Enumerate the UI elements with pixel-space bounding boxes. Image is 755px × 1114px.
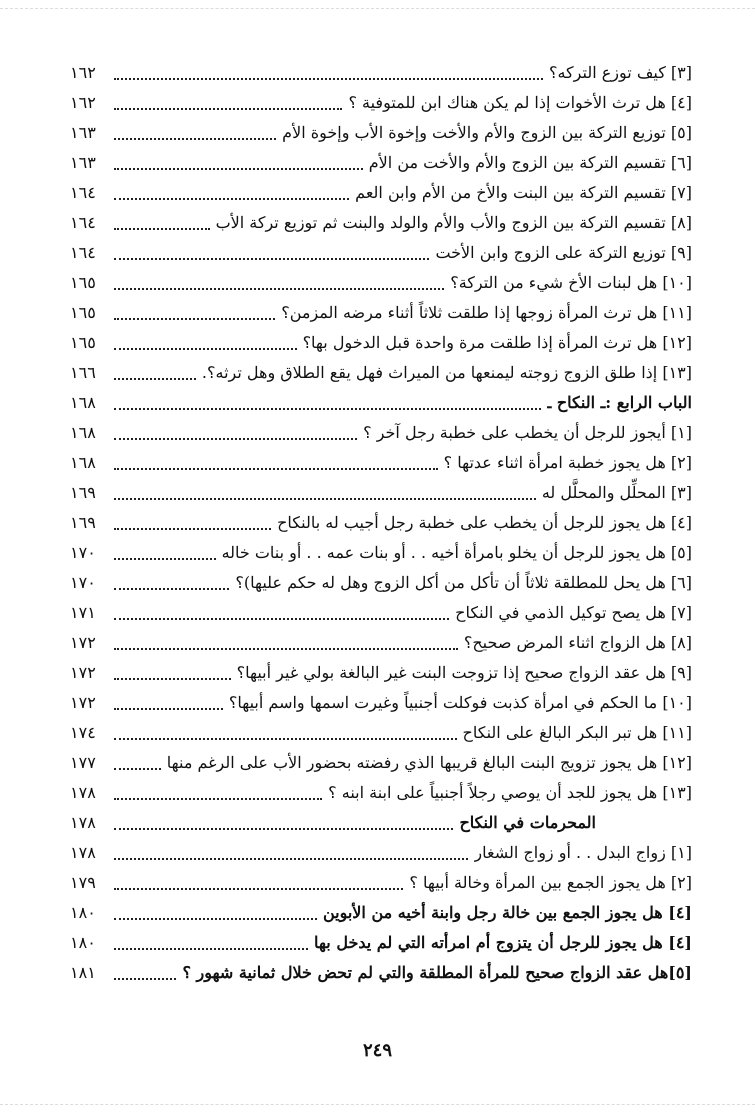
table-of-contents — [70, 58, 692, 988]
toc-entry-page: ١٦٤ — [70, 243, 96, 262]
dot-leader — [114, 978, 176, 980]
toc-entry-page: ١٦٨ — [70, 393, 96, 412]
toc-entry-page: ١٨١ — [70, 963, 96, 982]
toc-entry-page: ١٦٢ — [70, 93, 96, 112]
toc-entry — [70, 298, 692, 328]
toc-entry-page: ١٦٣ — [70, 123, 96, 142]
toc-entry — [70, 928, 692, 958]
toc-entry-page: ١٦٨ — [70, 453, 96, 472]
toc-entry-page: ١٦٤ — [70, 183, 96, 202]
toc-entry-title: [١١] هل ترث المرأة زوجها إذا طلقت ثلاثاً أثناء مرضه المزمن؟ — [281, 303, 692, 322]
toc-entry-page: ١٧٨ — [70, 843, 96, 862]
toc-entry — [70, 568, 692, 598]
toc-entry-title: [٧] هل يصح توكيل الذمي في النكاح — [455, 603, 692, 622]
dot-leader — [114, 738, 457, 740]
toc-entry-page: ١٧٠ — [70, 543, 96, 562]
dot-leader — [114, 408, 541, 410]
toc-entry-title: [٤] هل ترث الأخوات إذا لم يكن هناك ابن للمتوفية ؟ — [348, 93, 692, 112]
toc-entry-title: [٢] هل يجوز الجمع بين المرأة وخالة أبيها ؟ — [409, 873, 692, 892]
dot-leader — [114, 78, 543, 80]
toc-entry-page: ١٦٩ — [70, 483, 96, 502]
toc-entry — [70, 958, 692, 988]
toc-entry — [70, 238, 692, 268]
toc-entry-title: [٧] تقسيم التركة بين البنت والأخ من الأم وابن العم — [355, 183, 692, 202]
toc-entry — [70, 118, 692, 148]
dot-leader — [114, 618, 449, 620]
toc-entry-page: ١٦٦ — [70, 363, 96, 382]
toc-entry-page: ١٧٢ — [70, 693, 96, 712]
toc-entry-page: ١٨٠ — [70, 933, 96, 952]
toc-entry-title: [٦] تقسيم التركة بين الزوج والأم والأخت من الأم — [368, 153, 692, 172]
toc-entry — [70, 748, 692, 778]
dot-leader — [114, 108, 342, 110]
dot-leader — [114, 228, 210, 230]
toc-entry — [70, 268, 692, 298]
toc-entry-title: [١٣] إذا طلق الزوج زوجته ليمنعها من الميراث فهل يقع الطلاق وهل ترثه؟. — [201, 363, 692, 382]
dot-leader — [114, 528, 271, 530]
toc-entry — [70, 178, 692, 208]
toc-section-heading — [70, 808, 692, 838]
toc-entry-page: ١٦٤ — [70, 213, 96, 232]
toc-entry — [70, 148, 692, 178]
toc-entry-title: [٣] المحلِّل والمحلَّل له — [541, 483, 692, 502]
toc-entry-page: ١٧٧ — [70, 753, 96, 772]
toc-entry-title: [١١] هل تبر البكر البالغ على النكاح — [462, 723, 692, 742]
toc-entry — [70, 778, 692, 808]
toc-entry-title: [٨] تقسيم التركة بين الزوج والأب والأم والولد والبنت ثم توزيع تركة الأب — [215, 213, 692, 232]
toc-entry-page: ١٧١ — [70, 603, 96, 622]
dot-leader — [114, 828, 453, 830]
toc-entry — [70, 58, 692, 88]
dot-leader — [114, 438, 357, 440]
toc-entry-title: [٥]هل عقد الزواج صحيح للمرأة المطلقة والتي لم تحض خلال ثمانية شهور ؟ — [182, 963, 692, 982]
toc-entry-title: [٩] توزيع التركة على الزوج وابن الأخت — [435, 243, 692, 262]
toc-entry — [70, 658, 692, 688]
toc-entry-page: ١٨٠ — [70, 903, 96, 922]
dot-leader — [114, 258, 429, 260]
toc-entry-title: [٤] هل يجوز الجمع بين خالة رجل وابنة أخيه من الأبوين — [322, 903, 692, 922]
dot-leader — [114, 198, 349, 200]
dot-leader — [114, 798, 322, 800]
toc-entry — [70, 208, 692, 238]
toc-entry-title: [٢] هل يجوز خطبة امرأة اثناء عدتها ؟ — [443, 453, 692, 472]
dot-leader — [114, 288, 444, 290]
toc-entry-title: [١٠] هل لبنات الأخ شيء من التركة؟ — [450, 273, 692, 292]
toc-entry-title: [٣] كيف توزع التركه؟ — [548, 63, 692, 82]
scan-edge-bottom — [0, 1104, 755, 1105]
dot-leader — [114, 648, 458, 650]
dot-leader — [114, 498, 536, 500]
toc-entry-page: ١٧٤ — [70, 723, 96, 742]
dot-leader — [114, 468, 438, 470]
dot-leader — [114, 888, 403, 890]
page-number: ٢٤٩ — [362, 1040, 392, 1061]
toc-entry-title: [٦] هل يحل للمطلقة ثلاثاً أن تأكل من أكل الزوج وهل له حكم عليها)؟ — [235, 573, 692, 592]
toc-entry — [70, 628, 692, 658]
toc-entry-title: [١] أيجوز للرجل أن يخطب على خطبة رجل آخر ؟ — [363, 423, 692, 442]
toc-entry-title: [١٠] ما الحكم في امرأة كذبت فوكلت أجنبياً وغيرت اسمها واسم أبيها؟ — [228, 693, 692, 712]
toc-entry-title: [١٢] هل ترث المرأة إذا طلقت مرة واحدة قبل الدخول بها؟ — [302, 333, 692, 352]
toc-entry-title: [١٢] هل يجوز تزويج البنت البالغ قريبها الذي رفضته بحضور الأب على الرغم منها — [166, 753, 692, 772]
toc-entry — [70, 448, 692, 478]
toc-entry-title: [٥] توزيع التركة بين الزوج والأم والأخت وإخوة الأب وإخوة الأم — [282, 123, 692, 142]
toc-entry-page: ١٦٨ — [70, 423, 96, 442]
dot-leader — [114, 678, 231, 680]
dot-leader — [114, 858, 468, 860]
toc-entry — [70, 718, 692, 748]
toc-entry — [70, 538, 692, 568]
toc-entry-page: ١٧٩ — [70, 873, 96, 892]
toc-entry — [70, 688, 692, 718]
toc-entry-title: [٤] هل يجوز للرجل أن يخطب على خطبة رجل أجيب له بالنكاح — [277, 513, 692, 532]
toc-entry-title: [٩] هل عقد الزواج صحيح إذا تزوجت البنت غير البالغة بولي غير أبيها؟ — [236, 663, 692, 682]
toc-entry-title: [١٣] هل يجوز للجد أن يوصي رجلاً أجنبياً على ابنة ابنه ؟ — [328, 783, 692, 802]
toc-entry-title: [١] زواج البدل . . أو زواج الشغار — [474, 843, 692, 862]
toc-entry — [70, 898, 692, 928]
toc-entry-page: ١٦٥ — [70, 333, 96, 352]
toc-entry — [70, 478, 692, 508]
dot-leader — [114, 168, 363, 170]
toc-entry-title: [٥] هل يجوز للرجل أن يخلو بامرأة أخيه . . أو بنات عمه . . أو بنات خاله — [221, 543, 692, 562]
toc-entry-page: ١٧٨ — [70, 813, 96, 832]
toc-entry — [70, 508, 692, 538]
toc-entry-title: الباب الرابع :ـ النكاح ـ — [546, 393, 692, 412]
toc-entry-page: ١٦٣ — [70, 153, 96, 172]
dot-leader — [114, 918, 317, 920]
toc-entry — [70, 598, 692, 628]
toc-entry-page: ١٦٥ — [70, 273, 96, 292]
dot-leader — [114, 348, 297, 350]
toc-entry-page: ١٧٠ — [70, 573, 96, 592]
dot-leader — [114, 948, 308, 950]
toc-entry-title: [٤] هل يجوز للرجل أن يتزوج أم امرأته التي لم يدخل بها — [314, 933, 692, 952]
dot-leader — [114, 588, 229, 590]
toc-entry-title: المحرمات في النكاح — [459, 813, 596, 832]
toc-entry-page: ١٦٥ — [70, 303, 96, 322]
dot-leader — [114, 708, 223, 710]
toc-entry — [70, 358, 692, 388]
toc-entry — [70, 328, 692, 358]
toc-chapter-heading — [70, 388, 692, 418]
toc-entry — [70, 838, 692, 868]
toc-entry — [70, 418, 692, 448]
toc-entry-page: ١٦٩ — [70, 513, 96, 532]
toc-entry-page: ١٧٢ — [70, 633, 96, 652]
toc-entry-page: ١٧٢ — [70, 663, 96, 682]
toc-entry-title: [٨] هل الزواج اثناء المرض صحيح؟ — [463, 633, 692, 652]
dot-leader — [114, 138, 276, 140]
toc-entry-page: ١٦٢ — [70, 63, 96, 82]
dot-leader — [114, 378, 196, 380]
dot-leader — [114, 558, 216, 560]
toc-entry — [70, 868, 692, 898]
toc-entry-page: ١٧٨ — [70, 783, 96, 802]
scan-edge-top — [0, 8, 755, 9]
toc-entry — [70, 88, 692, 118]
dot-leader — [114, 318, 275, 320]
dot-leader — [114, 768, 161, 770]
